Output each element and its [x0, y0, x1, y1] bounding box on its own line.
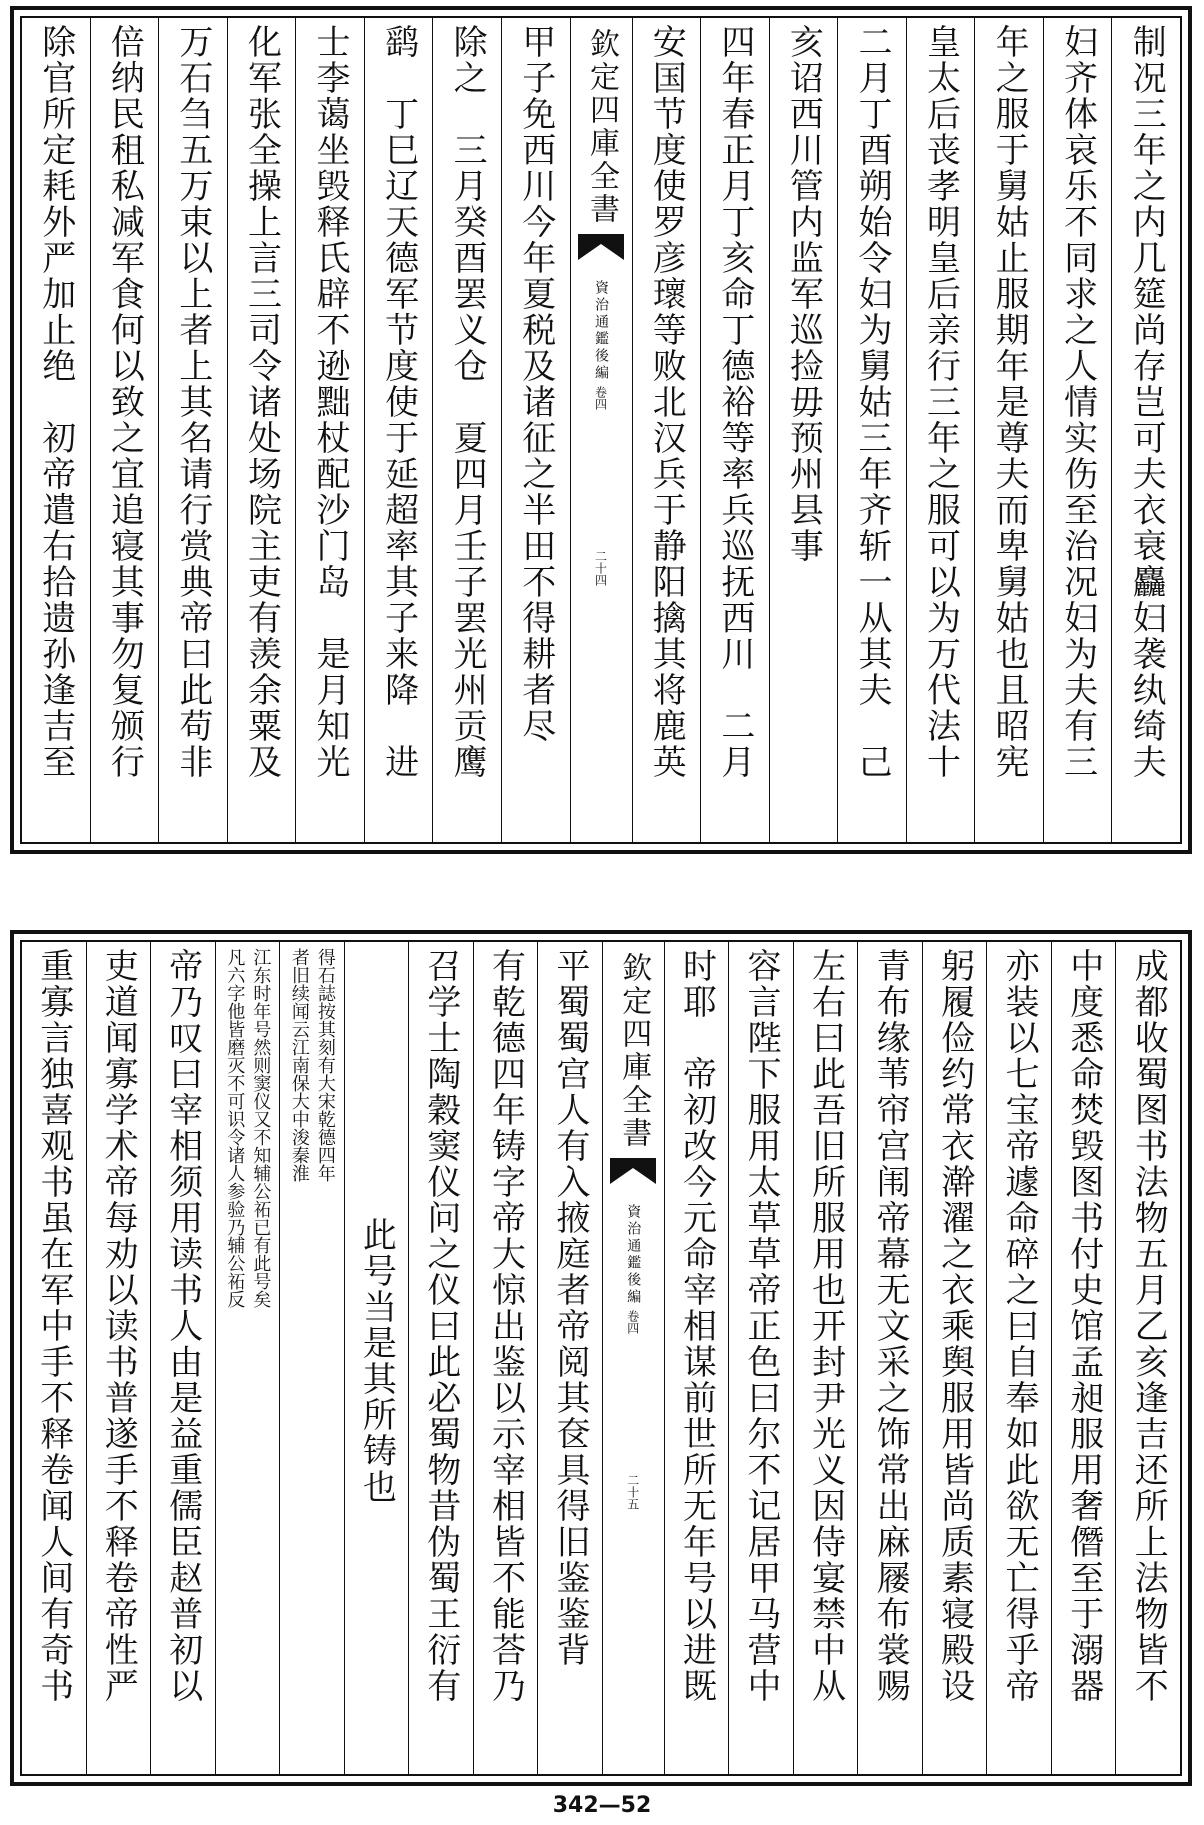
- column-text: 士李蔼坐毁释氏辟不逊黜杖配沙门岛 是月知光: [310, 24, 351, 780]
- column-text: 青布缘苇帘宫闱帝幕无文采之饰常出麻屦布裳赐: [870, 948, 911, 1704]
- column-text: 年之服于舅姑止服期年是尊夫而卑舅姑也且昭宪: [989, 24, 1030, 780]
- text-column: [537, 942, 602, 1774]
- text-column: [90, 18, 159, 842]
- text-column: [295, 18, 364, 842]
- book-title: 資治通鑑後編: [625, 1204, 642, 1306]
- column-text: 帝乃叹曰宰相须用读书人由是益重儒臣赵普初以: [162, 948, 203, 1704]
- column-text: 甲子免西川今年夏税及诸征之半田不得耕者尽: [515, 24, 556, 744]
- center-fold: [570, 18, 632, 842]
- column-text: 化军张全操上言三司令诸处场院主吏有羡余粟及: [241, 24, 282, 780]
- column-text: 制况三年之内几筵尚存岂可夫衣衰麤妇袭纨绮夫: [1126, 24, 1167, 780]
- leaf-number: 二十四: [593, 550, 608, 586]
- text-column: [344, 942, 409, 1774]
- text-column: [86, 942, 151, 1774]
- text-column: [857, 942, 922, 1774]
- column-text: 妇齐体哀乐不同求之人情实伤至治况妇为夫有三: [1057, 24, 1098, 780]
- text-column: [728, 942, 793, 1774]
- annotation-line: 者旧续闻云江南保大中浚秦淮: [288, 948, 310, 1182]
- text-column: [364, 18, 433, 842]
- column-text: 中度悉命焚毁图书付史馆孟昶服用奢僭至于溺器: [1063, 948, 1104, 1704]
- column-text: 此号当是其所铸也: [356, 1217, 397, 1505]
- book-title: 資治通鑑後編: [593, 280, 609, 382]
- column-text: 召学士陶穀窦仪问之仪曰此必蜀物昔伪蜀王衍有: [420, 948, 461, 1704]
- column-text: 鹞 丁巳辽天德军节度使于延超率其子来降 进: [378, 24, 419, 780]
- text-column: [408, 942, 473, 1774]
- column-text: 亦装以七宝帝遽命碎之曰自奉如此欲无亡得乎帝: [999, 948, 1040, 1704]
- text-column: [700, 18, 769, 842]
- text-column: [974, 18, 1043, 842]
- text-column: [1051, 942, 1116, 1774]
- column-text: 倍纳民租私减军食何以致之宜追寝其事勿复颁行: [104, 24, 145, 780]
- top-page: [10, 6, 1192, 854]
- text-column: [906, 18, 975, 842]
- text-column: [837, 18, 906, 842]
- text-column: [1111, 18, 1180, 842]
- text-column: [501, 18, 570, 842]
- annotation-column: [215, 942, 280, 1774]
- column-text: 左右曰此吾旧所服用也开封尹光义因侍宴禁中从: [805, 948, 846, 1704]
- column-text: 躬履俭约常衣澣濯之衣乘舆服用皆尚质素寝殿设: [934, 948, 975, 1704]
- column-text: 平蜀蜀宫人有入掖庭者帝阅其奁具得旧鉴鉴背: [549, 948, 590, 1668]
- annotation-column: [279, 942, 344, 1774]
- text-column: [22, 942, 86, 1774]
- top-page-frame: [20, 16, 1182, 844]
- text-column: [1115, 942, 1180, 1774]
- column-text: 万石刍五万束以上者上其名请行赏典帝曰此苟非: [172, 24, 213, 780]
- annotation-line: 凡六字他皆磨灭不可识令诸人参验乃辅公祏反: [224, 948, 246, 1308]
- text-column: [22, 18, 90, 842]
- fishtail-mark-icon: [610, 1158, 656, 1184]
- annotation-line: 江东时年号然则窦仪又不知辅公祏已有此号矣: [250, 948, 272, 1308]
- text-column: [632, 18, 701, 842]
- bottom-page-frame: [20, 940, 1182, 1776]
- text-column: [793, 942, 858, 1774]
- collection-title: 欽定四庫全書: [616, 952, 652, 1150]
- text-column: [1043, 18, 1112, 842]
- column-text: 时耶 帝初改今元命宰相谋前世所无年号以进既: [676, 948, 717, 1704]
- volume-label: 卷四: [625, 1310, 640, 1334]
- text-column: [769, 18, 838, 842]
- column-text: 除之 三月癸酉罢义仓 夏四月壬子罢光州贡鹰: [447, 24, 488, 780]
- volume-label: 卷四: [593, 386, 608, 410]
- text-column: [473, 942, 538, 1774]
- center-fold: [602, 942, 664, 1774]
- text-column: [227, 18, 296, 842]
- text-column: [150, 942, 215, 1774]
- leaf-number: 二十五: [625, 1474, 640, 1510]
- column-text: 重寡言独喜观书虽在军中手不释卷闻人间有奇书: [33, 948, 74, 1704]
- text-column: [158, 18, 227, 842]
- page-number: 342—52: [552, 1793, 652, 1818]
- annotation-line: 得石誌按其刻有大宋乾德四年: [314, 948, 336, 1182]
- column-text: 成都收蜀图书法物五月乙亥逢吉还所上法物皆不: [1128, 948, 1169, 1704]
- column-text: 吏道闻寡学术帝每劝以读书普遂手不释卷帝性严: [98, 948, 139, 1704]
- text-column: [986, 942, 1051, 1774]
- fishtail-mark-icon: [578, 234, 624, 260]
- collection-title: 欽定四庫全書: [584, 28, 619, 226]
- text-column: [664, 942, 729, 1774]
- bottom-page: [10, 930, 1192, 1786]
- column-text: 四年春正月丁亥命丁德裕等率兵巡抚西川 二月: [714, 24, 755, 780]
- column-text: 亥诏西川管内监军巡捡毋预州县事: [783, 24, 824, 564]
- column-text: 有乾德四年铸字帝大惊出鉴以示宰相皆不能荅乃: [485, 948, 526, 1704]
- text-column: [922, 942, 987, 1774]
- text-column: [432, 18, 501, 842]
- column-text: 二月丁酉朔始令妇为舅姑三年齐斩一从其夫 己: [851, 24, 892, 780]
- column-text: 皇太后丧孝明皇后亲行三年之服可以为万代法十: [920, 24, 961, 780]
- column-text: 容言陛下服用太草草帝正色曰尔不记居甲马营中: [741, 948, 782, 1704]
- column-text: 除官所定耗外严加止绝 初帝遣右拾遗孙逢吉至: [35, 24, 76, 780]
- column-text: 安国节度使罗彦瓌等败北汉兵于静阳擒其将鹿英: [646, 24, 687, 780]
